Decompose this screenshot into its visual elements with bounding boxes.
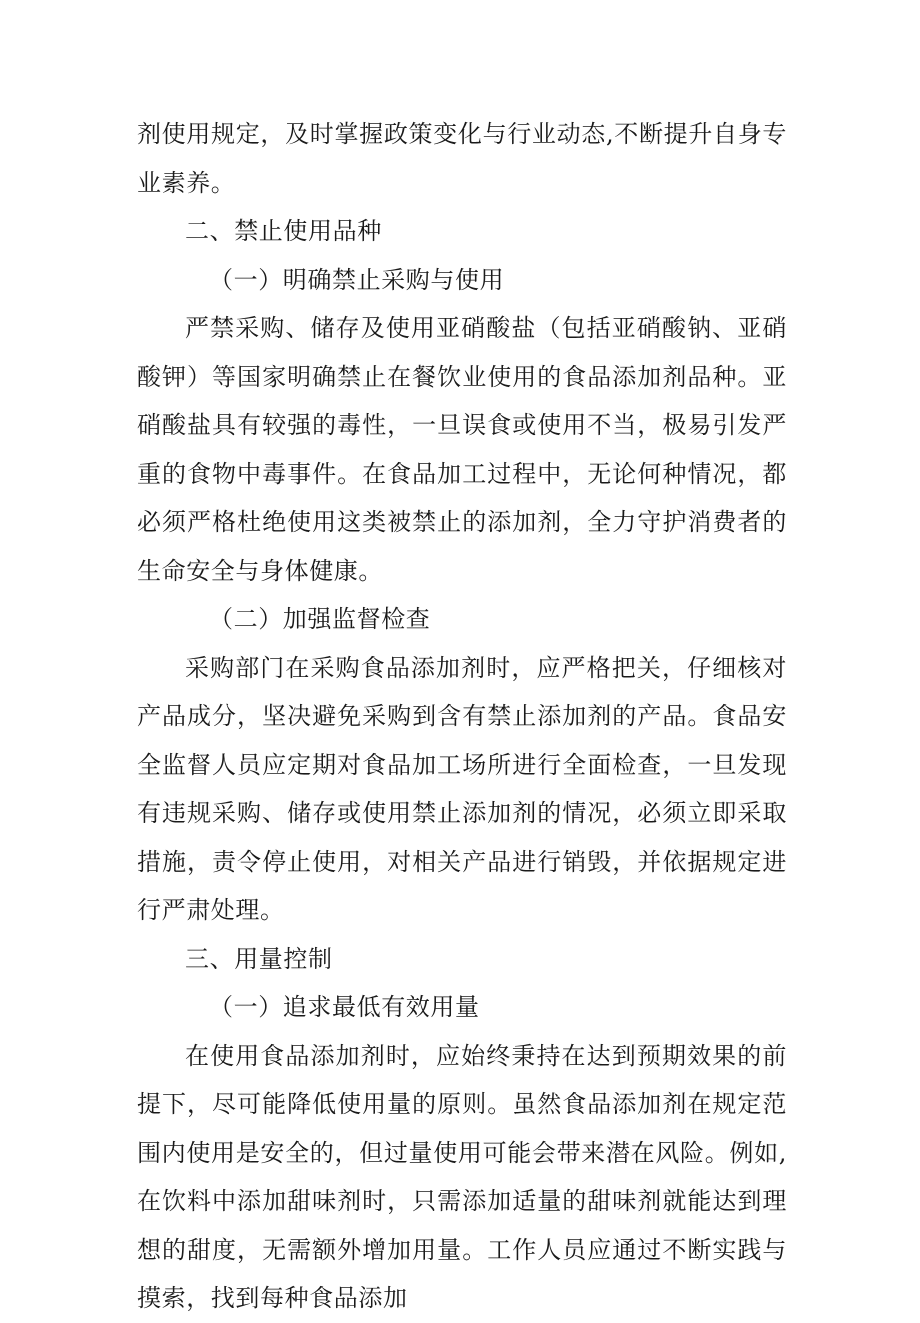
paragraph-continuation: 剂使用规定，及时掌握政策变化与行业动态,不断提升自身专业素养。 xyxy=(137,120,787,197)
section-heading-prohibited-varieties: 二、禁止使用品种 xyxy=(185,217,382,245)
section-heading-dosage-control: 三、用量控制 xyxy=(185,944,333,973)
paragraph-supervision: 采购部门在采购食品添加剂时，应严格把关，仔细核对产品成分，坚决避免采购到含有禁止添加剂的产品。食品安全监督人员应定期对食品加工场所进行全面检查，一旦发现有违规采购、储存或使用禁止添加剂的情况，必须立即采取措施，责令停止使用，对相关产品进行销毁，并依据规定进行严肃处理。 xyxy=(137,653,787,924)
subheading-supervision-inspection: （二）加强监督检查 xyxy=(209,605,431,633)
paragraph-nitrite-ban: 严禁采购、储存及使用亚硝酸盐（包括亚硝酸钠、亚硝酸钾）等国家明确禁止在餐饮业使用的食品添加剂品种。亚硝酸盐具有较强的毒性，一旦误食或使用不当，极易引发严重的食物中毒事件。在食品加工过程中，无论何种情况，都必须严格杜绝使用这类被禁止的添加剂，全力守护消费者的生命安全与身体健康。 xyxy=(137,314,787,585)
paragraph-minimum-dose: 在使用食品添加剂时，应始终秉持在达到预期效果的前提下，尽可能降低使用量的原则。虽然食品添加剂在规定范围内使用是安全的，但过量使用可能会带来潜在风险。例如,在饮料中添加甜味剂时，只需添加适量的甜味剂就能达到理想的甜度，无需额外增加用量。工作人员应通过不断实践与摸索，找到每种食品添加 xyxy=(137,1041,787,1312)
subheading-prohibit-purchase-use: （一）明确禁止采购与使用 xyxy=(209,265,505,294)
document-body xyxy=(137,110,787,1323)
subheading-minimum-effective-dose: （一）追求最低有效用量 xyxy=(209,993,480,1021)
